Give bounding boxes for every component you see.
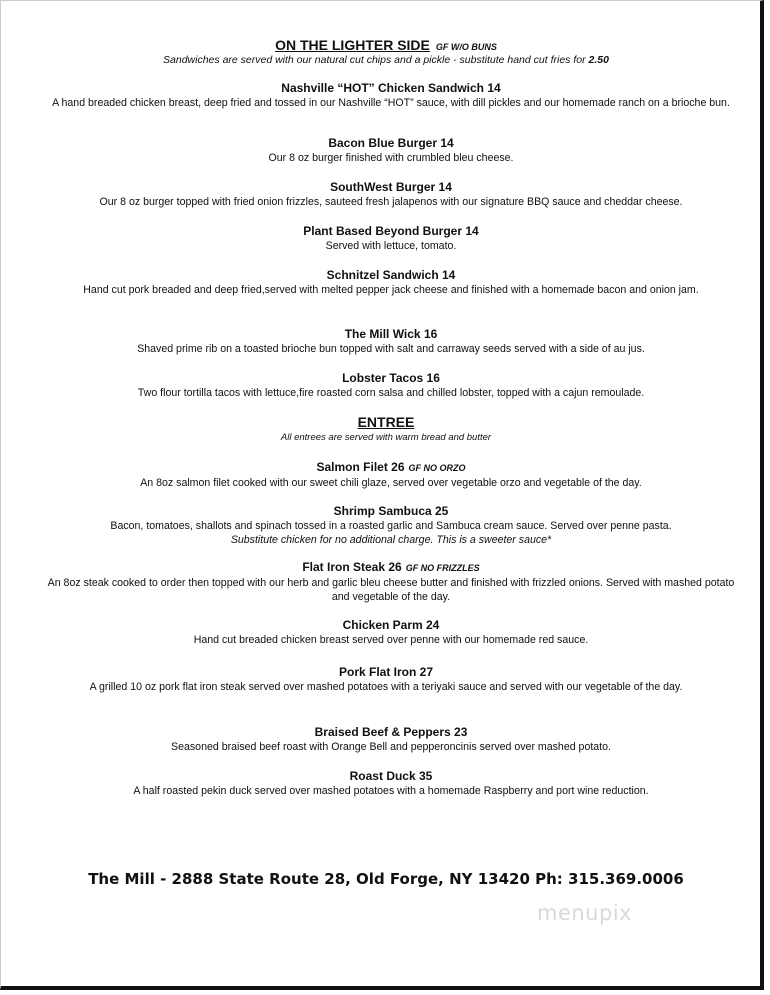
lighter-side-title: ON THE LIGHTER SIDE: [275, 37, 430, 53]
item-description: Our 8 oz burger topped with fried onion frizzles, sauteed fresh jalapenos with our signature BBQ sauce and cheddar cheese.: [99, 196, 683, 208]
menupix-watermark: menupix: [537, 901, 633, 925]
restaurant-address-footer: The Mill - 2888 State Route 28, Old Forge, NY 13420 Ph: 315.369.0006: [88, 870, 684, 888]
lighter-side-subtitle: [1, 54, 770, 66]
menu-item: [81, 268, 701, 297]
item-description: Our 8 oz burger finished with crumbled bleu cheese.: [268, 152, 514, 164]
menu-item: [41, 327, 741, 356]
item-description: A half roasted pekin duck served over mashed potatoes with a homemade Raspberry and port wine reduction.: [133, 785, 649, 797]
menu-item: [41, 504, 741, 547]
item-name: The Mill Wick 16: [344, 327, 438, 341]
menu-item: [41, 371, 741, 400]
item-description: An 8oz salmon filet cooked with our sweet chili glaze, served over vegetable orzo and vegetable of the day.: [140, 477, 642, 489]
lighter-side-tag: GF W/O BUNS: [435, 42, 497, 52]
item-note: Substitute chicken for no additional charge. This is a sweeter sauce*: [230, 534, 552, 546]
item-tag: GF NO ORZO: [408, 463, 466, 473]
menu-item: [41, 769, 741, 798]
item-description: An 8oz steak cooked to order then topped with our herb and garlic bleu cheese butter and finished with frizzled onions. Served with mashed potato and vegetable of the day.: [47, 577, 735, 603]
item-name: Plant Based Beyond Burger 14: [303, 224, 479, 238]
item-description-text: Bacon, tomatoes, shallots and spinach tossed in a roasted garlic and Sambuca cream sauce. Served over penne pasta.: [110, 520, 672, 532]
item-name: [41, 560, 741, 576]
item-name: Braised Beef & Peppers 23: [314, 725, 468, 739]
item-description: [41, 519, 741, 547]
item-description: Served with lettuce, tomato.: [325, 240, 457, 252]
entree-title: ENTREE: [357, 414, 415, 430]
lighter-side-heading: [1, 37, 770, 53]
item-name: Chicken Parm 24: [342, 618, 440, 632]
menu-item: [41, 136, 741, 165]
item-tag: GF NO FRIZZLES: [405, 563, 480, 573]
lighter-side-subtitle-text: Sandwiches are served with our natural cut chips and a pickle - substitute hand cut fries for: [163, 54, 586, 66]
item-name: Bacon Blue Burger 14: [328, 136, 454, 150]
item-description: A grilled 10 oz pork flat iron steak served over mashed potatoes with a teriyaki sauce and served with our vegetable of the day.: [89, 681, 683, 693]
menu-item: [41, 560, 741, 604]
item-name-text: Flat Iron Steak 26: [302, 560, 402, 574]
menu-item: [41, 618, 741, 647]
menu-item: [86, 665, 686, 694]
menu-item: [41, 460, 741, 490]
entree-heading: [1, 414, 770, 430]
item-name: SouthWest Burger 14: [330, 180, 452, 194]
item-description: Two flour tortilla tacos with lettuce,fire roasted corn salsa and chilled lobster, topped with a cajun remoulade.: [137, 387, 645, 399]
item-name: Lobster Tacos 16: [342, 371, 440, 385]
entree-subtitle: All entrees are served with warm bread and butter: [280, 432, 492, 443]
menu-item: [41, 224, 741, 253]
item-name: Nashville “HOT” Chicken Sandwich 14: [281, 81, 501, 95]
lighter-side-subtitle-price: 2.50: [588, 54, 609, 66]
item-description: Shaved prime rib on a toasted brioche bun topped with salt and carraway seeds served with a side of au jus.: [137, 343, 645, 355]
menu-item: [41, 81, 741, 110]
item-description: Hand cut breaded chicken breast served over penne with our homemade red sauce.: [193, 634, 589, 646]
item-description: Hand cut pork breaded and deep fried,served with melted pepper jack cheese and finished with a homemade bacon and onion jam.: [83, 284, 699, 296]
item-name: Schnitzel Sandwich 14: [326, 268, 456, 282]
item-description: Seasoned braised beef roast with Orange Bell and pepperoncinis served over mashed potato.: [171, 741, 611, 753]
item-name: Roast Duck 35: [349, 769, 433, 783]
menu-item: [41, 725, 741, 754]
item-name: Pork Flat Iron 27: [338, 665, 434, 679]
item-name: Shrimp Sambuca 25: [333, 504, 449, 518]
item-name-text: Salmon Filet 26: [316, 460, 405, 474]
item-description: A hand breaded chicken breast, deep fried and tossed in our Nashville “HOT” sauce, with dill pickles and our homemade ranch on a brioche bun.: [52, 97, 730, 109]
menu-item: [41, 180, 741, 209]
item-name: [41, 460, 741, 476]
